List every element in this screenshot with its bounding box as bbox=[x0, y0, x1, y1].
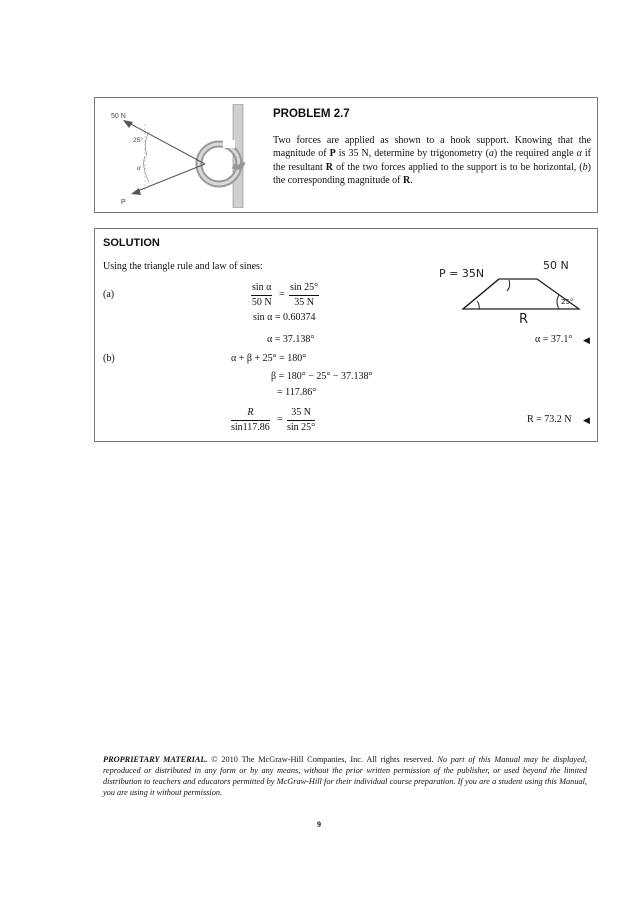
part-a-sin-result: sin α = 0.60374 bbox=[253, 312, 316, 323]
part-b-denominator-right: sin 25° bbox=[287, 422, 316, 433]
part-b-numerator-left: R bbox=[231, 407, 270, 421]
part-a-alpha-result: α = 37.138° bbox=[267, 334, 315, 345]
solution-intro: Using the triangle rule and law of sines: bbox=[103, 261, 263, 272]
part-b-beta-result: = 117.86° bbox=[277, 387, 317, 398]
sketch-p-label: P = 35N bbox=[439, 267, 485, 280]
part-a-denominator-right: 35 N bbox=[294, 297, 314, 308]
hook-support-figure bbox=[109, 104, 269, 208]
part-b-equals: = bbox=[277, 414, 283, 425]
sketch-r-label: R bbox=[519, 312, 529, 323]
part-a-numerator-right: sin 25° bbox=[289, 282, 319, 296]
solution-title: SOLUTION bbox=[103, 237, 160, 249]
problem-title: PROBLEM 2.7 bbox=[273, 108, 350, 120]
sketch-force-label: 50 N bbox=[543, 259, 569, 272]
fig-angle-label: 25° bbox=[133, 137, 143, 144]
part-b-angle-sum: α + β + 25° = 180° bbox=[231, 353, 307, 364]
page-number: 9 bbox=[317, 820, 321, 829]
proprietary-footer: PROPRIETARY MATERIAL. © 2010 The McGraw-Hill Companies, Inc. All rights reserved. No part of this Manual may be displayed, reproduced or distributed in any form or by any means, without the prior written permission of the publisher, or used beyond the limited distribution to teachers and educators permitted by McGraw-Hill for their individual course preparation. If you are a student using this Manual, you are using it without permission. bbox=[103, 755, 587, 797]
problem-text: Two forces are applied as shown to a hook support. Knowing that the magnitude of P is 35 N, determine by trigonometry (a) the required angle α if the resultant R of the two forces applied to the support is to be horizontal, (b) the corresponding magnitude of R. bbox=[273, 135, 591, 187]
part-a-fraction-left bbox=[251, 282, 272, 309]
part-b-numerator-right: 35 N bbox=[287, 407, 315, 421]
part-b-answer: R = 73.2 N bbox=[527, 414, 572, 425]
part-a-label: (a) bbox=[103, 289, 115, 300]
part-b-fraction-left bbox=[231, 407, 270, 434]
sketch-angle-label: 25° bbox=[561, 298, 574, 306]
fig-force-label: 50 N bbox=[111, 113, 126, 120]
part-b-label: (b) bbox=[103, 353, 115, 364]
fig-p-label: P bbox=[121, 199, 126, 206]
part-b-fraction-right bbox=[287, 407, 315, 434]
part-a-answer: α = 37.1° bbox=[535, 334, 573, 345]
solution-box bbox=[94, 228, 598, 442]
part-a-numerator-left: sin α bbox=[251, 282, 272, 296]
problem-box bbox=[94, 97, 598, 213]
fig-alpha-label: α bbox=[137, 164, 141, 172]
part-a-equals: = bbox=[279, 289, 285, 300]
part-a-fraction-right bbox=[289, 282, 319, 309]
part-b-denominator-left: sin117.86 bbox=[231, 422, 270, 433]
part-a-denominator-left: 50 N bbox=[251, 297, 272, 308]
answer-marker-a: ◀ bbox=[583, 335, 590, 345]
answer-marker-b: ◀ bbox=[583, 415, 590, 425]
part-b-beta-expression: β = 180° − 25° − 37.138° bbox=[271, 371, 373, 382]
force-triangle-sketch bbox=[433, 243, 593, 323]
